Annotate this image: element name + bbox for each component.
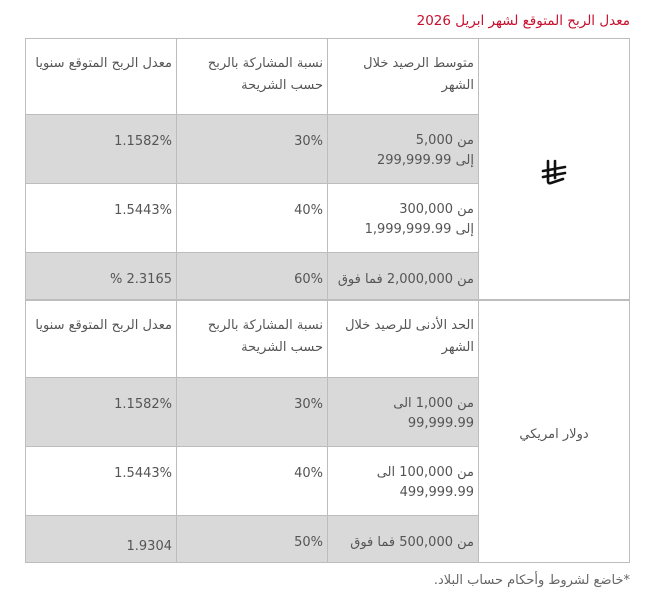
sar-currency-cell xyxy=(479,39,630,300)
usd-tier-range: من 1,000 الى 99,999.99 xyxy=(328,378,479,447)
profit-rates-table xyxy=(25,38,630,563)
usd-tier-rate: 1.1582% xyxy=(26,378,177,447)
usd-tier-rate: 1.5443% xyxy=(26,447,177,516)
usd-tier-participation: 30% xyxy=(177,378,328,447)
sar-tier-participation: 30% xyxy=(177,115,328,184)
page-title: معدل الربح المتوقع لشهر ابريل 2026 xyxy=(416,13,630,29)
terms-footnote: *خاضع لشروط وأحكام حساب البلاد. xyxy=(433,573,630,588)
sar-header-row xyxy=(26,39,630,115)
usd-tier-participation: 50% xyxy=(177,516,328,563)
usd-tier-range: من 100,000 الى 499,999.99 xyxy=(328,447,479,516)
sar-rate-header: معدل الربح المتوقع سنويا xyxy=(26,39,177,115)
sar-participation-header: نسبة المشاركة بالربح حسب الشريحة xyxy=(177,39,328,115)
usd-balance-header: الحد الأدنى للرصيد خلال الشهر xyxy=(328,300,479,378)
sar-tier-range: من 5,000 إلى 299,999.99 xyxy=(328,115,479,184)
sar-tier-rate: 1.1582% xyxy=(26,115,177,184)
sar-balance-header: متوسط الرصيد خلال الشهر xyxy=(328,39,479,115)
usd-rate-header: معدل الربح المتوقع سنويا xyxy=(26,300,177,378)
usd-tier-rate: 1.9304 xyxy=(26,516,177,563)
sar-tier-participation: 40% xyxy=(177,184,328,253)
sar-tier-rate: 2.3165 % xyxy=(26,253,177,300)
usd-currency-label: دولار امريكي xyxy=(519,427,589,443)
saudi-riyal-icon xyxy=(483,159,625,187)
usd-participation-header: نسبة المشاركة بالربح حسب الشريحة xyxy=(177,300,328,378)
usd-header-row xyxy=(26,300,630,378)
sar-tier-range: من 300,000 إلى 1,999,999.99 xyxy=(328,184,479,253)
usd-tier-range: من 500,000 فما فوق xyxy=(328,516,479,563)
sar-tier-participation: 60% xyxy=(177,253,328,300)
sar-tier-rate: 1.5443% xyxy=(26,184,177,253)
usd-tier-participation: 40% xyxy=(177,447,328,516)
sar-tier-range: من 2,000,000 فما فوق xyxy=(328,253,479,300)
usd-currency-cell xyxy=(479,300,630,563)
